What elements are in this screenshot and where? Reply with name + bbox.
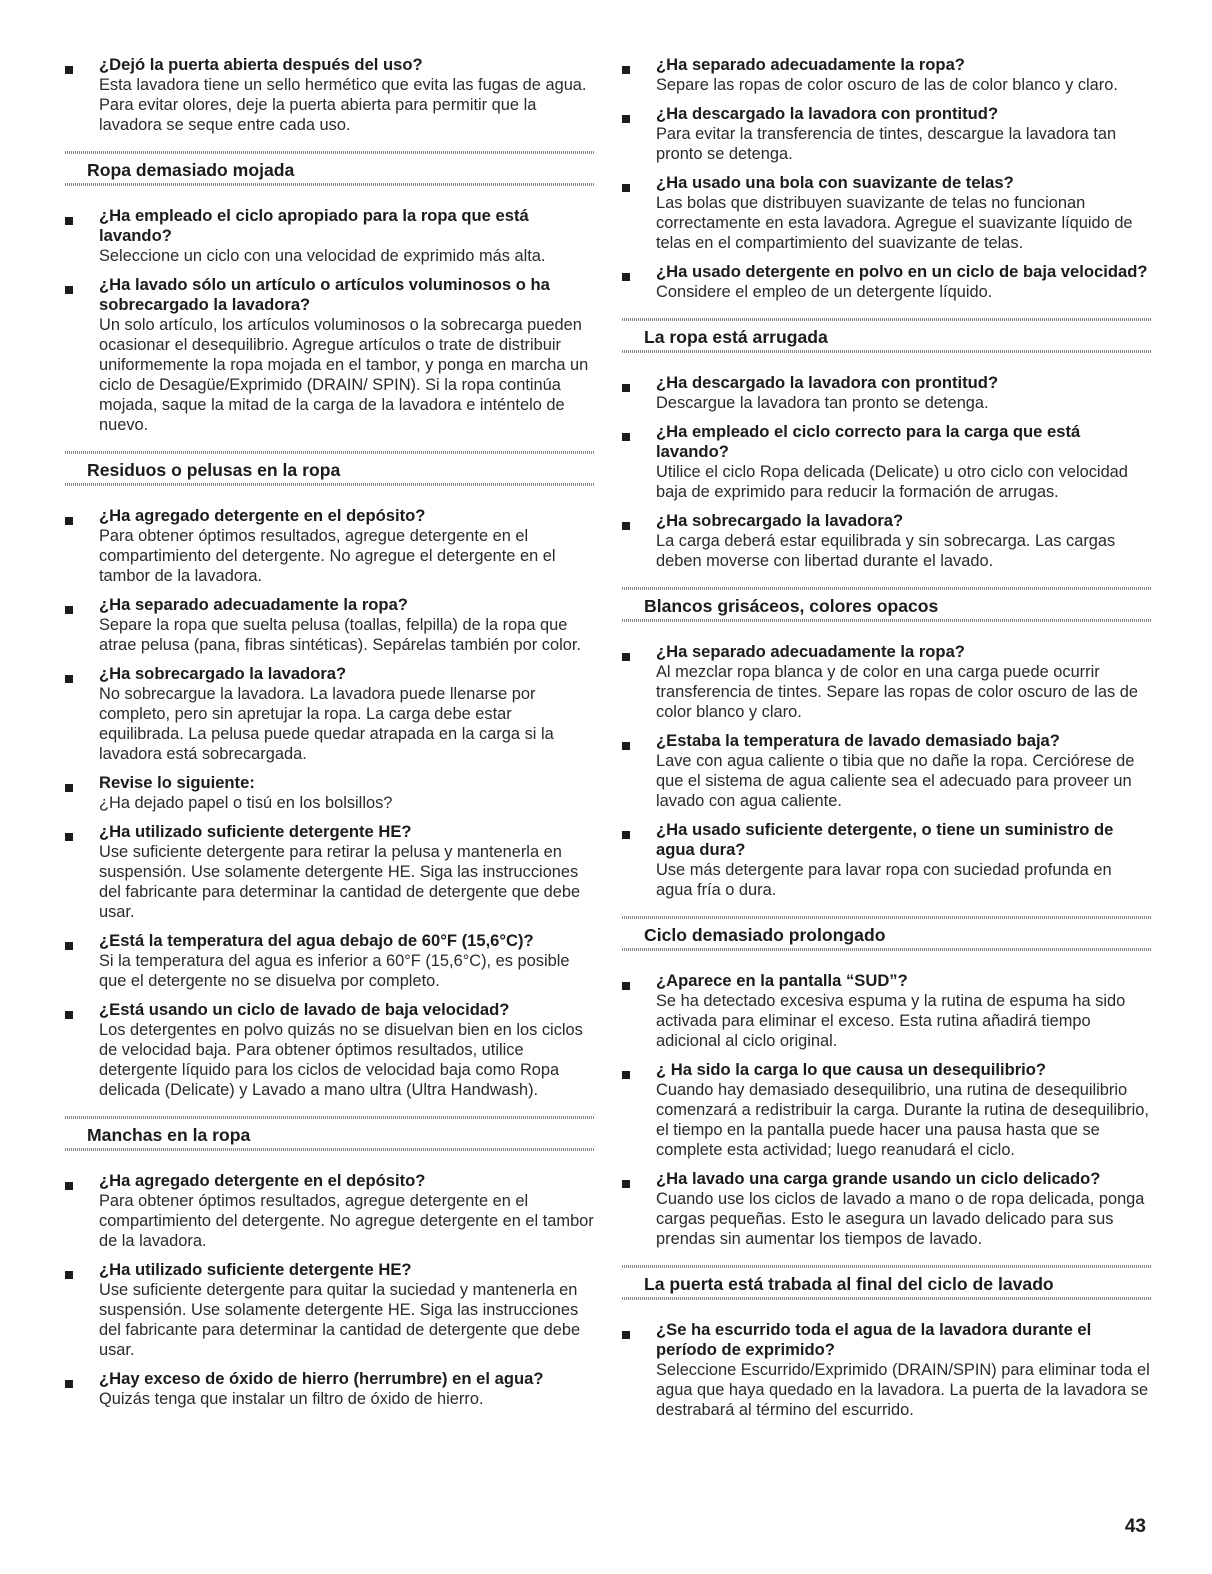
troubleshooting-item: [65, 275, 595, 435]
square-bullet-icon: [65, 1380, 73, 1388]
item-answer: Use suficiente detergente para retirar la pelusa y mantenerla en suspensión. Use solamente detergente HE. Siga las instrucciones del fabricante para determinar la cantidad de detergente que debe usar.: [99, 843, 581, 921]
item-answer: La carga deberá estar equilibrada y sin sobrecarga. Las cargas deben moverse con libertad durante el lavado.: [656, 532, 1116, 570]
item-answer: Separe la ropa que suelta pelusa (toallas, felpilla) de la ropa que atrae pelusa (pana, fibras sintéticas). Sepárelas también por color.: [99, 616, 581, 654]
square-bullet-icon: [622, 831, 630, 839]
troubleshooting-item: [622, 642, 1152, 722]
item-answer: Para obtener óptimos resultados, agregue detergente en el compartimiento del detergente. No agregue detergente en el tambor de la lavadora.: [99, 1192, 594, 1250]
item-question: ¿Ha separado adecuadamente la ropa?: [99, 595, 408, 614]
section-title: Blancos grisáceos, colores opacos: [644, 596, 939, 616]
section-title: Manchas en la ropa: [87, 1125, 251, 1145]
square-bullet-icon: [65, 1011, 73, 1019]
troubleshooting-item: [65, 506, 595, 586]
square-bullet-icon: [622, 66, 630, 74]
item-question: ¿Ha usado suficiente detergente, o tiene un suministro de agua dura?: [656, 820, 1114, 859]
troubleshooting-item: [65, 1369, 595, 1409]
troubleshooting-item: [622, 1060, 1152, 1160]
troubleshooting-item: [622, 731, 1152, 811]
item-question: ¿ Ha sido la carga lo que causa un desequilibrio?: [656, 1060, 1047, 1079]
item-answer: Para obtener óptimos resultados, agregue detergente en el compartimiento del detergente. No agregue el detergente en el tambor de la lavadora.: [99, 527, 556, 585]
square-bullet-icon: [65, 66, 73, 74]
section-header: [65, 151, 595, 186]
item-question: ¿Ha lavado una carga grande usando un ciclo delicado?: [656, 1169, 1101, 1188]
troubleshooting-item: [622, 1169, 1152, 1249]
section-title: Residuos o pelusas en la ropa: [87, 460, 341, 480]
section-title: La puerta está trabada al final del ciclo de lavado: [644, 1274, 1054, 1294]
section-header: [622, 1265, 1152, 1300]
troubleshooting-item: [622, 262, 1152, 302]
item-question: Revise lo siguiente:: [99, 773, 255, 792]
item-answer: Si la temperatura del agua es inferior a 60°F (15,6°C), es posible que el detergente no se disuelva por completo.: [99, 952, 570, 990]
troubleshooting-item: [622, 511, 1152, 571]
section-rule-bottom: [65, 183, 595, 186]
square-bullet-icon: [622, 1180, 630, 1188]
troubleshooting-item: [65, 1171, 595, 1251]
item-answer: Las bolas que distribuyen suavizante de telas no funcionan correctamente en esta lavadora. Agregue el suavizante líquido de telas en el compartimiento del suavizante de telas.: [656, 194, 1133, 252]
item-answer: Quizás tenga que instalar un filtro de óxido de hierro.: [99, 1390, 484, 1408]
item-answer: Los detergentes en polvo quizás no se disuelvan bien en los ciclos de velocidad baja. Para obtener óptimos resultados, utilice detergente líquido para los ciclos de velocidad baja como Ropa delicada (Delicate) y Lavado a mano ultra (Ultra Handwash).: [99, 1021, 583, 1099]
troubleshooting-item: [622, 55, 1152, 95]
section-header: [622, 587, 1152, 622]
section-rule-bottom: [622, 619, 1152, 622]
item-question: ¿Ha agregado detergente en el depósito?: [99, 506, 426, 525]
item-answer: Descargue la lavadora tan pronto se detenga.: [656, 394, 989, 412]
item-answer: Cuando use los ciclos de lavado a mano o de ropa delicada, ponga cargas pequeñas. Esto le asegura un lavado delicado para sus prendas sin aumentar los tiempos de lavado.: [656, 1190, 1145, 1248]
square-bullet-icon: [622, 1071, 630, 1079]
square-bullet-icon: [622, 384, 630, 392]
section-header: [622, 916, 1152, 951]
section-header: [622, 318, 1152, 353]
section-title: Ropa demasiado mojada: [87, 160, 295, 180]
troubleshooting-item: [622, 1320, 1152, 1420]
item-question: ¿Ha empleado el ciclo apropiado para la ropa que está lavando?: [99, 206, 529, 245]
item-question: ¿Estaba la temperatura de lavado demasiado baja?: [656, 731, 1060, 750]
item-question: ¿Ha lavado sólo un artículo o artículos voluminosos o ha sobrecargado la lavadora?: [99, 275, 550, 314]
troubleshooting-item: [65, 595, 595, 655]
item-answer: Se ha detectado excesiva espuma y la rutina de espuma ha sido activada para eliminar el exceso. Esta rutina añadirá tiempo adicional al ciclo original.: [656, 992, 1126, 1050]
square-bullet-icon: [622, 433, 630, 441]
troubleshooting-item: [622, 104, 1152, 164]
item-question: ¿Ha descargado la lavadora con prontitud?: [656, 104, 999, 123]
square-bullet-icon: [65, 286, 73, 294]
square-bullet-icon: [65, 606, 73, 614]
item-question: ¿Hay exceso de óxido de hierro (herrumbre) en el agua?: [99, 1369, 544, 1388]
square-bullet-icon: [622, 273, 630, 281]
item-answer: ¿Ha dejado papel o tisú en los bolsillos?: [99, 794, 393, 812]
square-bullet-icon: [65, 942, 73, 950]
section-header: [65, 451, 595, 486]
troubleshooting-item: [65, 1260, 595, 1360]
square-bullet-icon: [65, 833, 73, 841]
item-question: ¿Ha utilizado suficiente detergente HE?: [99, 822, 412, 841]
item-answer: Seleccione Escurrido/Exprimido (DRAIN/SPIN) para eliminar toda el agua que haya quedado en la lavadora. La puerta de la lavadora se destrabará al término del escurrido.: [656, 1361, 1150, 1419]
square-bullet-icon: [622, 184, 630, 192]
square-bullet-icon: [65, 1182, 73, 1190]
section-title: La ropa está arrugada: [644, 327, 828, 347]
item-question: ¿Ha usado detergente en polvo en un ciclo de baja velocidad?: [656, 262, 1148, 281]
item-answer: No sobrecargue la lavadora. La lavadora puede llenarse por completo, pero sin apretujar la ropa. La carga debe estar equilibrada. La pelusa puede quedar atrapada en la carga si la lavadora está sobrecargada.: [99, 685, 554, 763]
troubleshooting-item: [622, 173, 1152, 253]
section-rule-bottom: [65, 1148, 595, 1151]
item-answer: Lave con agua caliente o tibia que no dañe la ropa. Cerciórese de que el sistema de agua caliente sea el adecuado para proveer un lavado con agua caliente.: [656, 752, 1135, 810]
square-bullet-icon: [65, 517, 73, 525]
item-question: ¿Ha descargado la lavadora con prontitud?: [656, 373, 999, 392]
square-bullet-icon: [622, 982, 630, 990]
square-bullet-icon: [622, 742, 630, 750]
item-answer: Considere el empleo de un detergente líquido.: [656, 283, 993, 301]
item-answer: Para evitar la transferencia de tintes, descargue la lavadora tan pronto se detenga.: [656, 125, 1117, 163]
item-question: ¿Ha utilizado suficiente detergente HE?: [99, 1260, 412, 1279]
item-answer: Esta lavadora tiene un sello hermético que evita las fugas de agua. Para evitar olores, deje la puerta abierta para permitir que la lavadora se seque entre cada uso.: [99, 76, 587, 134]
item-question: ¿Ha agregado detergente en el depósito?: [99, 1171, 426, 1190]
item-question: ¿Está la temperatura del agua debajo de 60°F (15,6°C)?: [99, 931, 534, 950]
troubleshooting-item: [65, 664, 595, 764]
item-answer: Un solo artículo, los artículos voluminosos o la sobrecarga pueden ocasionar el desequilibrio. Agregue artículos o trate de distribuir uniformemente la ropa mojada en el tambor, y ponga en marcha un ciclo de Desagüe/Exprimido (DRAIN/ SPIN). Si la ropa continúa mojada, saque la mitad de la carga de la lavadora e inténtelo de nuevo.: [99, 316, 589, 434]
section-rule-bottom: [622, 1297, 1152, 1300]
item-question: ¿Ha separado adecuadamente la ropa?: [656, 642, 965, 661]
section-title: Ciclo demasiado prolongado: [644, 925, 886, 945]
section-rule-bottom: [65, 483, 595, 486]
square-bullet-icon: [622, 653, 630, 661]
item-answer: Cuando hay demasiado desequilibrio, una rutina de desequilibrio comenzará a redistribuir la carga. Durante la rutina de desequilibrio, el tiempo en la pantalla puede hacer una pausa hasta que se complete esta actividad; luego reanudará el ciclo.: [656, 1081, 1149, 1159]
item-question: ¿Ha empleado el ciclo correcto para la carga que está lavando?: [656, 422, 1081, 461]
item-question: ¿Ha separado adecuadamente la ropa?: [656, 55, 965, 74]
troubleshooting-item: [622, 373, 1152, 413]
section-rule-bottom: [622, 948, 1152, 951]
troubleshooting-item: [65, 1000, 595, 1100]
troubleshooting-item: [622, 820, 1152, 900]
troubleshooting-item: [65, 206, 595, 266]
troubleshooting-item: [622, 971, 1152, 1051]
square-bullet-icon: [622, 115, 630, 123]
item-question: ¿Aparece en la pantalla “SUD”?: [656, 971, 908, 990]
item-answer: Seleccione un ciclo con una velocidad de exprimido más alta.: [99, 247, 546, 265]
item-question: ¿Ha usado una bola con suavizante de telas?: [656, 173, 1014, 192]
item-answer: Use suficiente detergente para quitar la suciedad y mantenerla en suspensión. Use solamente detergente HE. Siga las instrucciones del fabricante para determinar la cantidad de detergente que debe usar.: [99, 1281, 581, 1359]
square-bullet-icon: [622, 1331, 630, 1339]
section-header: [65, 1116, 595, 1151]
troubleshooting-item: [65, 931, 595, 991]
troubleshooting-item: [65, 822, 595, 922]
item-answer: Separe las ropas de color oscuro de las de color blanco y claro.: [656, 76, 1118, 94]
square-bullet-icon: [65, 784, 73, 792]
square-bullet-icon: [622, 522, 630, 530]
right-column: [622, 55, 1152, 1429]
item-question: ¿Está usando un ciclo de lavado de baja velocidad?: [99, 1000, 510, 1019]
item-answer: Utilice el ciclo Ropa delicada (Delicate) u otro ciclo con velocidad baja de exprimido para reducir la formación de arrugas.: [656, 463, 1128, 501]
item-question: ¿Ha sobrecargado la lavadora?: [656, 511, 904, 530]
item-question: ¿Dejó la puerta abierta después del uso?: [99, 55, 423, 74]
item-question: ¿Se ha escurrido toda el agua de la lavadora durante el período de exprimido?: [656, 1320, 1092, 1359]
item-question: ¿Ha sobrecargado la lavadora?: [99, 664, 347, 683]
troubleshooting-item: [622, 422, 1152, 502]
troubleshooting-item: [65, 773, 595, 813]
square-bullet-icon: [65, 1271, 73, 1279]
square-bullet-icon: [65, 675, 73, 683]
section-rule-bottom: [622, 350, 1152, 353]
item-answer: Al mezclar ropa blanca y de color en una carga puede ocurrir transferencia de tintes. Separe las ropas de color oscuro de las de color blanco y claro.: [656, 663, 1138, 721]
square-bullet-icon: [65, 217, 73, 225]
item-answer: Use más detergente para lavar ropa con suciedad profunda en agua fría o dura.: [656, 861, 1112, 899]
page-number: 43: [1124, 1516, 1146, 1537]
left-column: [65, 55, 595, 1418]
troubleshooting-item: [65, 55, 595, 135]
